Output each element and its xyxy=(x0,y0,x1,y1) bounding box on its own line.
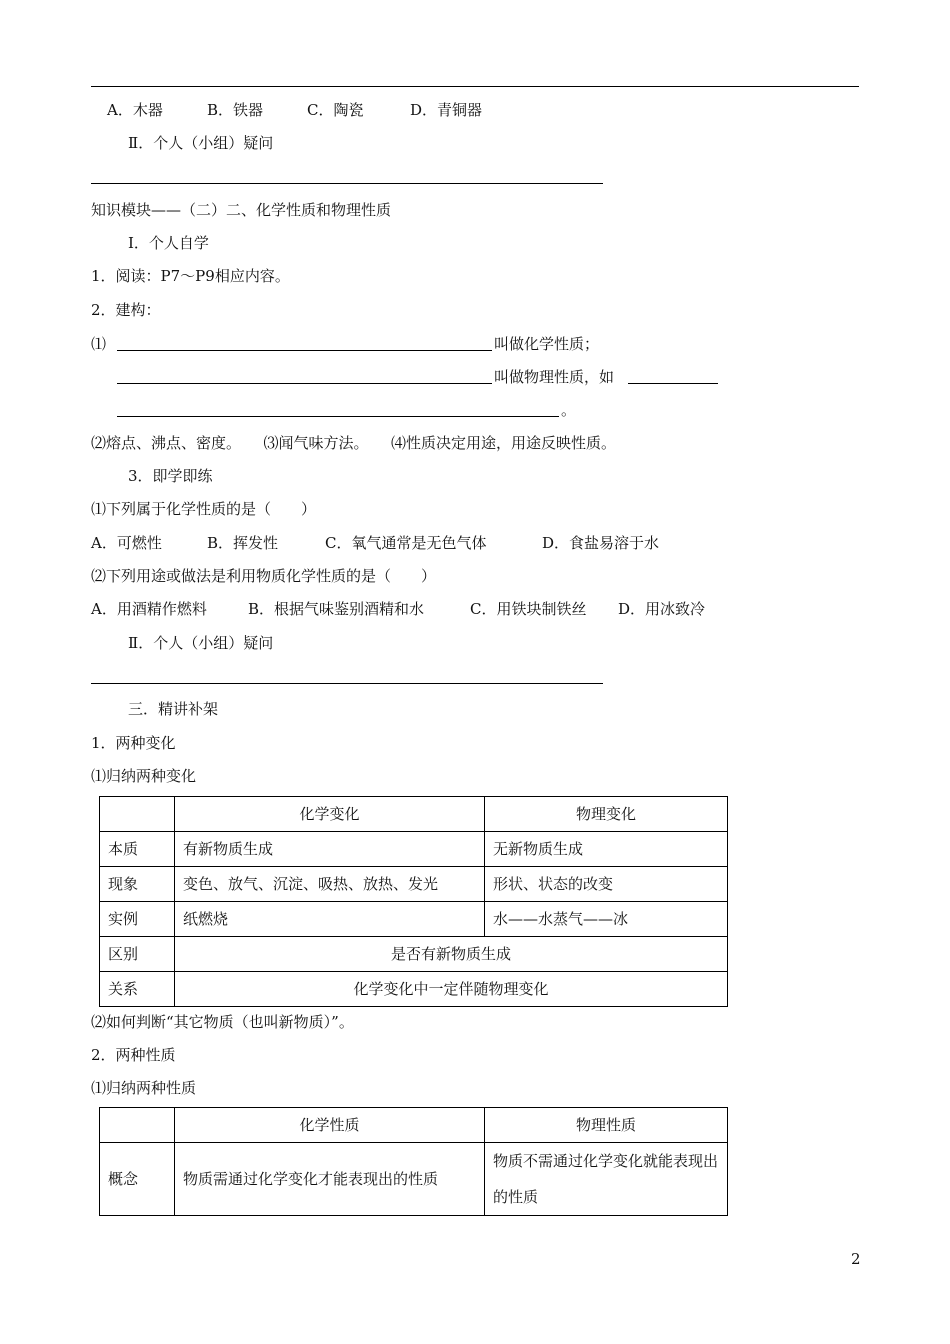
table-header-cell: 化学变化 xyxy=(175,797,485,832)
doubt-heading: Ⅱ．个人（小组）疑问 xyxy=(128,634,274,652)
option-d: D．食盐易溶于水 xyxy=(542,534,660,552)
table-row xyxy=(100,972,728,1007)
build-item-number: ⑴ xyxy=(91,335,107,353)
table-merged-cell: 化学变化中一定伴随物理变化 xyxy=(175,972,728,1007)
physical-property-label: 叫做物理性质，如 xyxy=(494,368,615,386)
table-row-label: 本质 xyxy=(100,832,175,867)
table-row-label: 概念 xyxy=(100,1143,175,1216)
table-row-label: 实例 xyxy=(100,902,175,937)
option-a: A．可燃性 xyxy=(91,534,162,552)
period-mark: 。 xyxy=(561,401,577,419)
table-cell: 物质不需通过化学变化就能表现出的性质 xyxy=(485,1143,728,1216)
table-header-cell: 化学性质 xyxy=(175,1108,485,1143)
practice-heading: 3．即学即练 xyxy=(128,467,213,485)
table-row-label: 区别 xyxy=(100,937,175,972)
table-cell xyxy=(100,797,175,832)
build-notes: ⑵熔点、沸点、密度。 ⑶闻气味方法。 ⑷性质决定用途，用途反映性质。 xyxy=(91,434,617,452)
option-d: D．青铜器 xyxy=(410,101,483,119)
fill-blank xyxy=(628,383,718,384)
table-row-label: 关系 xyxy=(100,972,175,1007)
option-c: C．用铁块制铁丝 xyxy=(470,600,587,618)
table-cell: 水——水蒸气——冰 xyxy=(485,902,728,937)
table-row xyxy=(100,902,728,937)
option-d: D．用冰致冷 xyxy=(618,600,706,618)
module-title: 知识模块——（二）二、化学性质和物理性质 xyxy=(91,201,392,219)
table-row xyxy=(100,937,728,972)
table-cell: 物质需通过化学变化才能表现出的性质 xyxy=(175,1143,485,1216)
option-b: B．挥发性 xyxy=(207,534,279,552)
answer-line xyxy=(91,183,603,184)
question-2-stem: ⑵下列用途或做法是利用物质化学性质的是（ ） xyxy=(91,567,437,585)
changes-table xyxy=(99,796,728,1007)
build-heading: 2．建构： xyxy=(91,301,161,319)
read-instruction: 1．阅读：P7～P9相应内容。 xyxy=(91,267,290,285)
page-number: 2 xyxy=(851,1250,861,1268)
chemical-property-label: 叫做化学性质； xyxy=(494,335,600,353)
option-a: A．木器 xyxy=(107,101,163,119)
judge-question: ⑵如何判断“其它物质（也叫新物质）”。 xyxy=(91,1013,354,1031)
table-row-label: 现象 xyxy=(100,867,175,902)
table-row xyxy=(100,1143,728,1216)
summarize-changes-heading: ⑴归纳两种变化 xyxy=(91,767,197,785)
table-header-cell: 物理变化 xyxy=(485,797,728,832)
fill-blank xyxy=(117,350,492,351)
option-c: C．氧气通常是无色气体 xyxy=(325,534,487,552)
option-a: A．用酒精作燃料 xyxy=(91,600,207,618)
table-cell: 形状、状态的改变 xyxy=(485,867,728,902)
answer-line xyxy=(91,683,603,684)
table-row xyxy=(100,867,728,902)
summarize-properties-heading: ⑴归纳两种性质 xyxy=(91,1079,197,1097)
doubt-heading: Ⅱ．个人（小组）疑问 xyxy=(128,134,274,152)
table-header-row xyxy=(100,1108,728,1143)
table-merged-cell: 是否有新物质生成 xyxy=(175,937,728,972)
option-b: B．根据气味鉴别酒精和水 xyxy=(248,600,425,618)
table-cell: 无新物质生成 xyxy=(485,832,728,867)
header-rule xyxy=(91,86,859,87)
fill-blank xyxy=(117,416,559,417)
table-cell: 变色、放气、沉淀、吸热、放热、发光 xyxy=(175,867,485,902)
question-1-stem: ⑴下列属于化学性质的是（ ） xyxy=(91,500,317,518)
properties-table xyxy=(99,1107,728,1216)
section-heading: 三．精讲补架 xyxy=(128,700,219,718)
option-c: C．陶瓷 xyxy=(307,101,364,119)
option-b: B．铁器 xyxy=(207,101,264,119)
two-changes-heading: 1．两种变化 xyxy=(91,734,176,752)
table-cell xyxy=(100,1108,175,1143)
fill-blank xyxy=(117,383,492,384)
table-row xyxy=(100,832,728,867)
table-header-cell: 物理性质 xyxy=(485,1108,728,1143)
table-cell: 有新物质生成 xyxy=(175,832,485,867)
table-cell: 纸燃烧 xyxy=(175,902,485,937)
self-study-heading: Ⅰ．个人自学 xyxy=(128,234,209,252)
table-header-row xyxy=(100,797,728,832)
two-properties-heading: 2．两种性质 xyxy=(91,1046,176,1064)
